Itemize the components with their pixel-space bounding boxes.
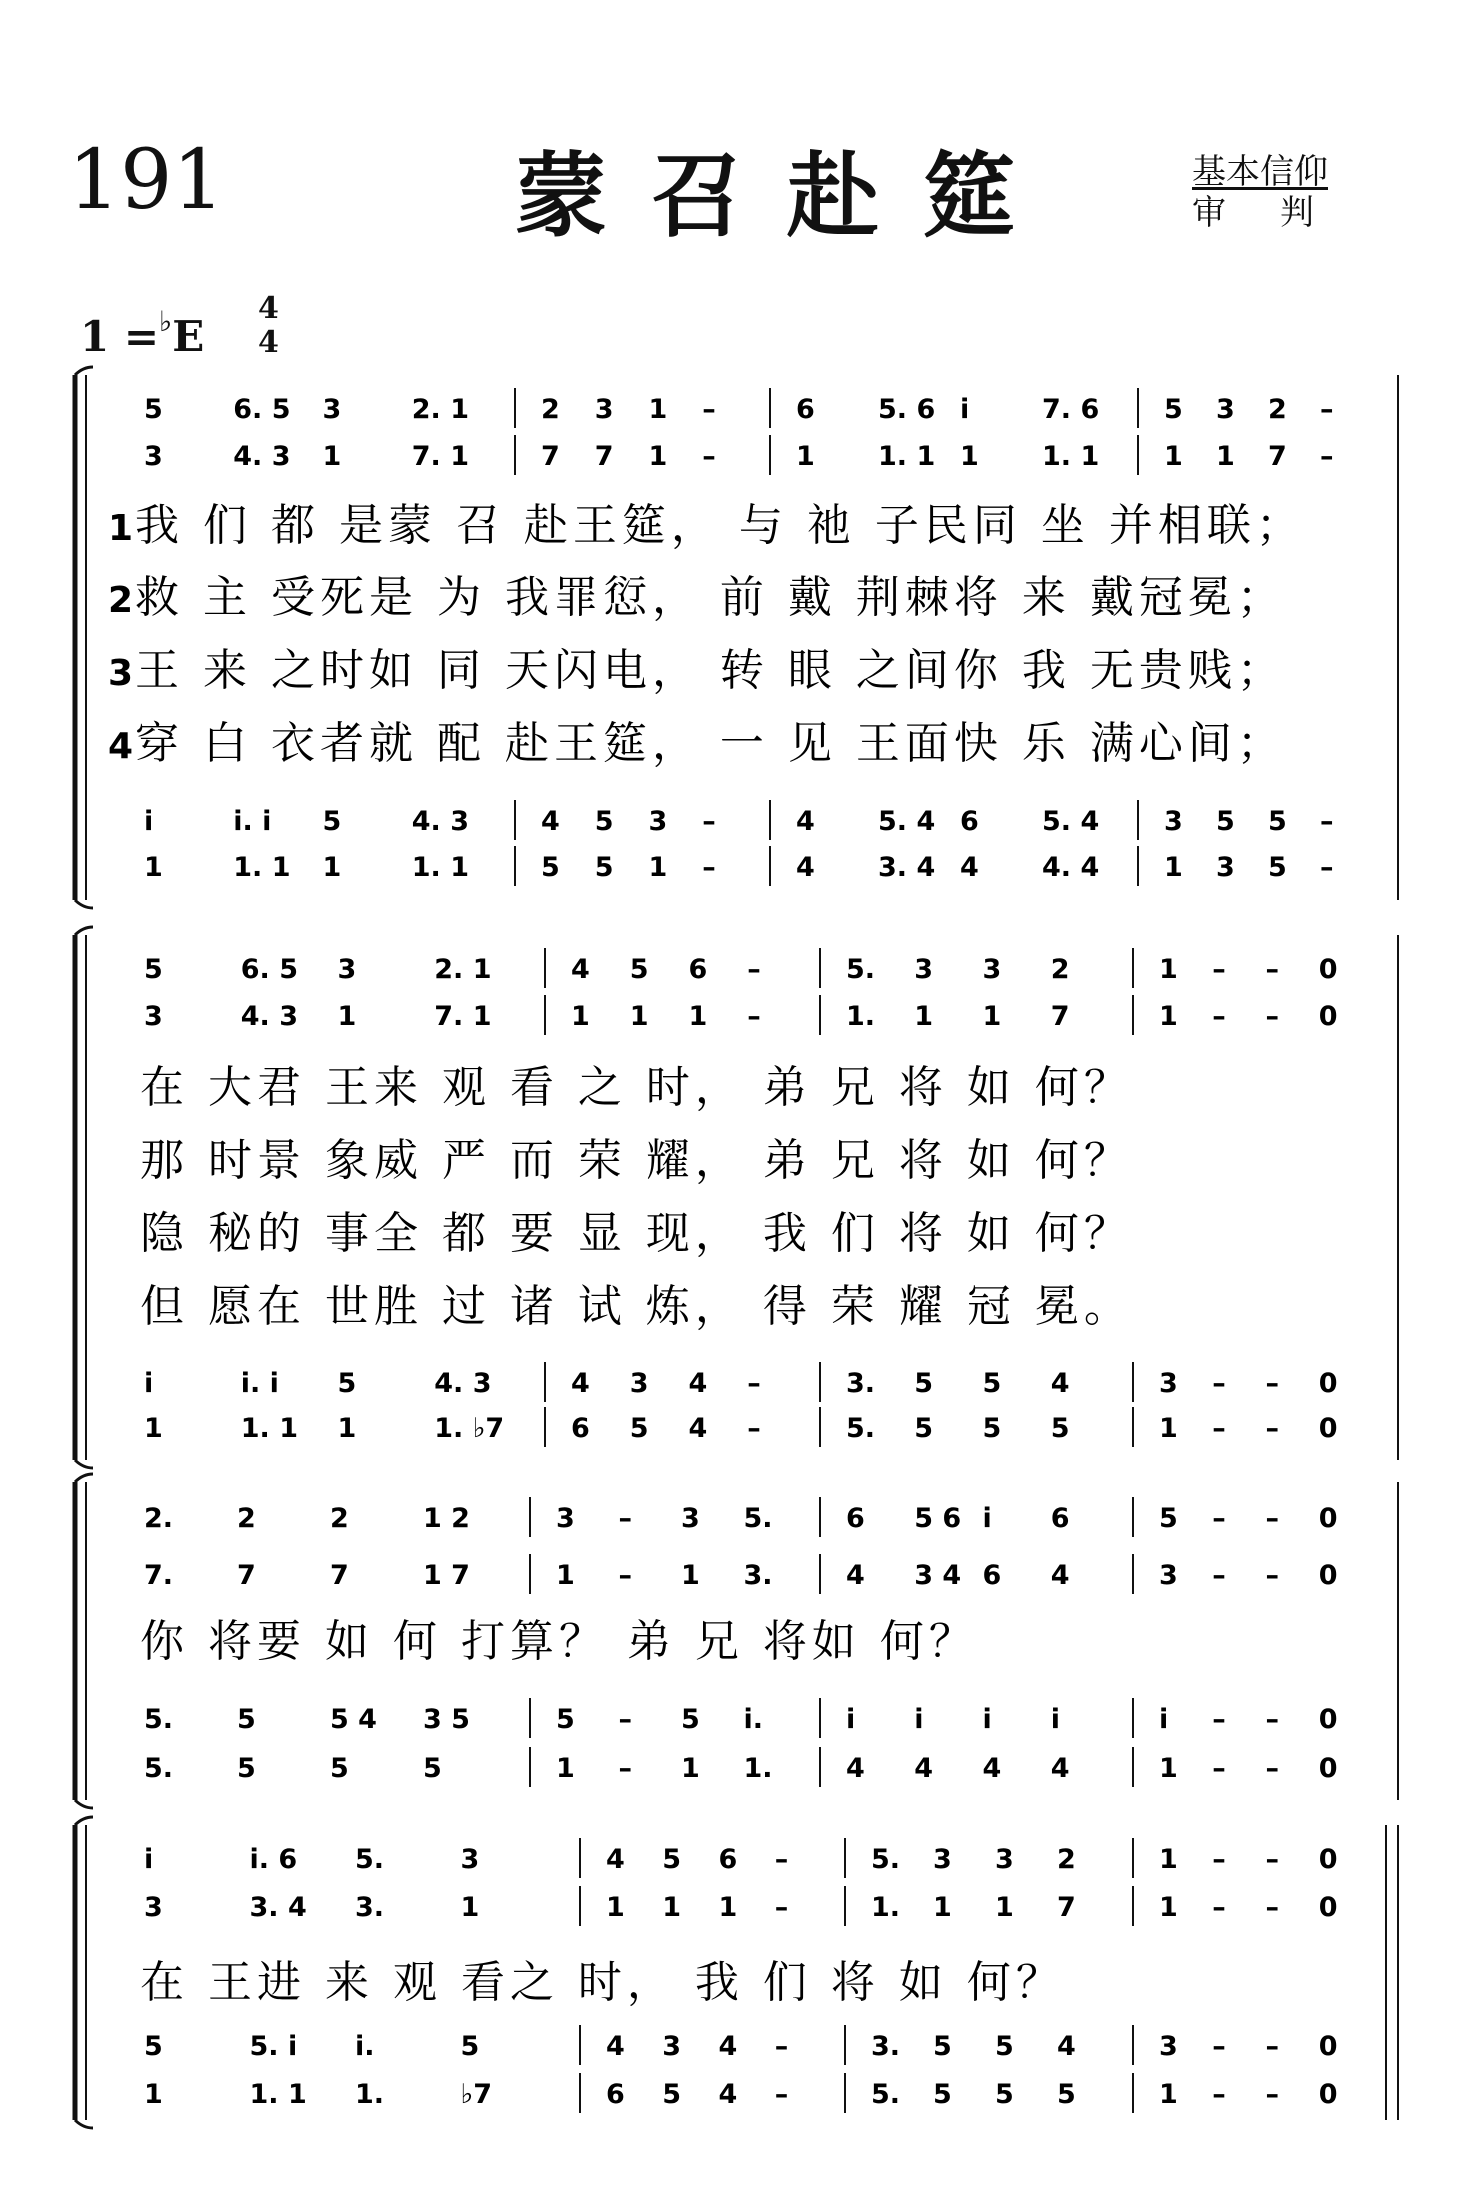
note: 7. [144, 1560, 174, 1591]
hymn-subcategory: 审判 [1192, 193, 1368, 233]
key-note: E [172, 312, 205, 361]
note: – [1212, 1413, 1226, 1444]
note: – [1265, 1503, 1279, 1534]
note: 3. 4 [249, 1892, 307, 1923]
note: 4 [688, 1368, 708, 1399]
note: 4 [541, 806, 560, 837]
verse-number: 3 [108, 653, 134, 694]
note: 7. 1 [411, 441, 469, 472]
note: 1 [322, 852, 342, 883]
note: 1 [648, 441, 668, 472]
note: 5. [871, 1844, 901, 1875]
note: 5 [914, 1413, 934, 1444]
note: 1 [1164, 441, 1183, 472]
note: 4 [606, 2031, 625, 2062]
note: 4. 4 [1042, 852, 1100, 883]
note: – [618, 1753, 632, 1784]
note: i. i [233, 806, 272, 837]
note: 6 [688, 954, 708, 985]
note: 3 4 [914, 1560, 962, 1591]
hymn-number: 191 [68, 133, 225, 228]
note: i [1050, 1704, 1061, 1735]
note: – [618, 1503, 632, 1534]
hymn-title: 蒙召赴筵 [515, 142, 1060, 250]
brace-bottom [75, 1460, 93, 1468]
note: 1 [960, 441, 979, 472]
note: – [1212, 954, 1226, 985]
note: – [1212, 1001, 1226, 1032]
note: 5 [662, 2079, 682, 2110]
note: 3. [355, 1892, 385, 1923]
note: 3 [594, 394, 614, 425]
note: 3 [144, 441, 163, 472]
note: i [914, 1704, 924, 1735]
note: 2 [330, 1503, 349, 1534]
note: 1 [1159, 1001, 1178, 1032]
lyric-line: 王 来 之时如 同 天闪电， 转 眼 之间你 我 无贵贱； [135, 645, 1286, 696]
lyric-line: 在 王进 来 观 看之 时， 我 们 将 如 何？ [140, 1957, 1065, 2008]
note: 1 [681, 1560, 700, 1591]
note: 1 [1164, 852, 1183, 883]
note: 0 [1318, 1413, 1338, 1444]
note: 1 [144, 1413, 163, 1444]
note: 4 [571, 1368, 590, 1399]
note: – [1320, 394, 1334, 425]
note: – [774, 1844, 789, 1875]
note: – [1212, 1844, 1226, 1875]
note: 5 [144, 954, 163, 985]
note: 5. [846, 954, 876, 985]
note: 0 [1318, 2031, 1338, 2062]
note: 5 [629, 954, 649, 985]
note: 5. [871, 2079, 901, 2110]
brace-bottom [75, 1800, 93, 1808]
note: 1 [322, 441, 342, 472]
note: 0 [1318, 1001, 1338, 1032]
note: i. [355, 2031, 375, 2062]
lyric-line: 隐 秘的 事全 都 要 显 现， 我 们 将 如 何？ [140, 1208, 1133, 1259]
note: – [618, 1704, 632, 1735]
note: – [774, 2031, 789, 2062]
note: 6 [718, 1844, 738, 1875]
note: 0 [1318, 1892, 1338, 1923]
note: 5 [1268, 806, 1287, 837]
lyric-line: 我 们 都 是蒙 召 赴王筵， 与 祂 子民同 坐 并相联； [135, 500, 1305, 551]
note: 4. 3 [233, 441, 291, 472]
note: – [1212, 2031, 1226, 2062]
note: 1. 1 [1042, 441, 1100, 472]
note: – [1212, 1892, 1226, 1923]
note: 1 [337, 1413, 357, 1444]
note: 7 [1050, 1001, 1070, 1032]
note: – [747, 1001, 761, 1032]
hymn-category: 基本信仰 [1192, 152, 1328, 192]
lyric-line: 救 主 受死是 为 我罪愆， 前 戴 荆棘将 来 戴冠冕； [135, 572, 1286, 623]
note: 1. ♭7 [434, 1413, 505, 1444]
note: i [960, 394, 970, 425]
note: – [1265, 1001, 1279, 1032]
note: 5 [460, 2031, 480, 2062]
note: 1. [871, 1892, 901, 1923]
note: 0 [1318, 954, 1338, 985]
note: 3. [871, 2031, 901, 2062]
note: 2 [1057, 1844, 1076, 1875]
note: 5 [541, 852, 560, 883]
verse-number: 4 [108, 726, 134, 767]
note: 1 [648, 852, 668, 883]
note: – [1212, 1753, 1226, 1784]
note: 5 [556, 1704, 575, 1735]
note: 1 [1159, 1413, 1178, 1444]
note: 1 [662, 1892, 682, 1923]
note: 3 [1159, 2031, 1178, 2062]
flat-sign: ♭ [159, 305, 173, 338]
note: 5. 4 [1042, 806, 1100, 837]
lyric-line: 那 时景 象威 严 而 荣 耀， 弟 兄 将 如 何？ [140, 1135, 1133, 1186]
note: 1 [144, 852, 163, 883]
note: 1 [681, 1753, 700, 1784]
note: – [1212, 1704, 1226, 1735]
note: 2 [1050, 954, 1070, 985]
lyric-line: 穿 白 衣者就 配 赴王筵， 一 见 王面快 乐 满心间； [135, 718, 1286, 769]
note: 3 [337, 954, 357, 985]
note: 4 [606, 1844, 625, 1875]
note: i [982, 1503, 992, 1534]
note: 1 [571, 1001, 590, 1032]
note: 4. 3 [434, 1368, 492, 1399]
note: 5 [914, 1368, 934, 1399]
note: 5. 4 [878, 806, 936, 837]
note: 1 [1159, 2079, 1178, 2110]
note: – [618, 1560, 632, 1591]
note: 6 [982, 1560, 1002, 1591]
note: 2. [144, 1503, 174, 1534]
note: 1. [743, 1753, 773, 1784]
note: – [1320, 441, 1334, 472]
note: 5 [594, 806, 614, 837]
note: 3 [144, 1001, 163, 1032]
note: 7 [1268, 441, 1287, 472]
note: 0 [1318, 1560, 1338, 1591]
note: – [702, 852, 716, 883]
note: 1 [337, 1001, 357, 1032]
note: 1 7 [423, 1560, 470, 1591]
note: 5 [629, 1413, 649, 1444]
note: 0 [1318, 1368, 1338, 1399]
note: 4 [846, 1753, 865, 1784]
note: 7. 6 [1042, 394, 1100, 425]
note: 1 [688, 1001, 708, 1032]
verse-number: 1 [108, 508, 134, 549]
note: 1 [796, 441, 815, 472]
note: 3 [933, 1844, 952, 1875]
note: 5 [995, 2031, 1014, 2062]
note: 1. 1 [411, 852, 469, 883]
note: 3 [648, 806, 668, 837]
note: 3 [144, 1892, 163, 1923]
verse-number: 2 [108, 580, 134, 621]
note: i [144, 806, 154, 837]
brace-top [75, 367, 93, 375]
note: 1 [933, 1892, 952, 1923]
note: 5 [237, 1753, 256, 1784]
note: 5 [1057, 2079, 1076, 2110]
note: 4 [1050, 1560, 1070, 1591]
note: 5 [237, 1704, 256, 1735]
lyric-line: 但 愿在 世胜 过 诸 试 炼， 得 荣 耀 冠 冕。 [140, 1281, 1133, 1332]
note: 0 [1318, 1844, 1338, 1875]
note: 4 [688, 1413, 708, 1444]
note: 1 [982, 1001, 1002, 1032]
note: ♭7 [460, 2079, 493, 2110]
note: 3 5 [423, 1704, 470, 1735]
note: 1 [914, 1001, 934, 1032]
note: 3 [322, 394, 342, 425]
note: i. i [240, 1368, 279, 1399]
note: 5 [662, 1844, 682, 1875]
note: 4. 3 [411, 806, 469, 837]
note: i [144, 1844, 154, 1875]
note: 1 [556, 1753, 575, 1784]
note: 3 [662, 2031, 682, 2062]
note: 5 [982, 1368, 1002, 1399]
brace-top [75, 927, 93, 935]
note: 3 [1159, 1560, 1178, 1591]
note: 4 [1050, 1368, 1070, 1399]
note: 5. [144, 1753, 174, 1784]
note: 1 [995, 1892, 1014, 1923]
note: – [1265, 1560, 1279, 1591]
note: 5. [144, 1704, 174, 1735]
key-prefix: 1 = [80, 312, 160, 361]
note: 5. [743, 1503, 773, 1534]
note: i [1159, 1704, 1169, 1735]
note: 3 [629, 1368, 649, 1399]
note: 1 [648, 394, 668, 425]
note: 7 [237, 1560, 256, 1591]
brace-top [75, 1817, 93, 1825]
note: – [702, 441, 716, 472]
lyric-line: 在 大君 王来 观 看 之 时， 弟 兄 将 如 何？ [140, 1062, 1133, 1113]
note: 5 [330, 1753, 349, 1784]
note: 1. 1 [240, 1413, 298, 1444]
note: 1. [846, 1001, 876, 1032]
note: 5 [1164, 394, 1183, 425]
note: – [1212, 1368, 1226, 1399]
note: 3 [460, 1844, 480, 1875]
note: – [1265, 1892, 1279, 1923]
note: – [1212, 1560, 1226, 1591]
note: – [747, 1413, 761, 1444]
note: – [1265, 1413, 1279, 1444]
note: 3 [914, 954, 934, 985]
note: 5 [1268, 852, 1287, 883]
note: 5 [1159, 1503, 1178, 1534]
note: 1. 1 [249, 2079, 307, 2110]
note: – [774, 2079, 789, 2110]
note: 1. 1 [878, 441, 936, 472]
note: 3 [1164, 806, 1183, 837]
note: – [1265, 1844, 1279, 1875]
note: i. 6 [249, 1844, 298, 1875]
note: 3 [556, 1503, 575, 1534]
note: 5 [423, 1753, 442, 1784]
note: 5 [681, 1704, 700, 1735]
note: 3 [1216, 394, 1235, 425]
note: 6 [960, 806, 979, 837]
note: 1. [355, 2079, 385, 2110]
note: – [1265, 1704, 1279, 1735]
note: 0 [1318, 1503, 1338, 1534]
note: 2. 1 [434, 954, 492, 985]
note: 0 [1318, 1704, 1338, 1735]
note: 4 [1057, 2031, 1076, 2062]
note: – [1265, 2079, 1279, 2110]
note: – [1265, 954, 1279, 985]
brace-top [75, 1474, 93, 1482]
note: 0 [1318, 2079, 1338, 2110]
note: 1 [1216, 441, 1235, 472]
note: 1 2 [423, 1503, 470, 1534]
note: 1 [718, 1892, 738, 1923]
note: 4 [1050, 1753, 1070, 1784]
note: 7 [594, 441, 614, 472]
note: 3 [982, 954, 1002, 985]
note: – [702, 806, 716, 837]
note: 5 [1216, 806, 1235, 837]
note: 1 [629, 1001, 649, 1032]
note: 3. 4 [878, 852, 936, 883]
lyric-line: 你 将要 如 何 打算？ 弟 兄 将如 何？ [140, 1616, 978, 1667]
note: 5 [144, 2031, 163, 2062]
note: 2. 1 [411, 394, 469, 425]
note: 2 [237, 1503, 256, 1534]
note: – [774, 1892, 789, 1923]
note: i. [743, 1704, 764, 1735]
note: 4 [571, 954, 590, 985]
note: 5 4 [330, 1704, 377, 1735]
note: 5 [594, 852, 614, 883]
note: – [747, 954, 761, 985]
note: 6 [846, 1503, 865, 1534]
note: 5 [982, 1413, 1002, 1444]
note: 0 [1318, 1753, 1338, 1784]
note: 1 [144, 2079, 163, 2110]
note: 4 [796, 806, 815, 837]
note: 3. [743, 1560, 773, 1591]
note: 5 [995, 2079, 1014, 2110]
note: 2 [541, 394, 560, 425]
note: 5. [846, 1413, 876, 1444]
note: i [846, 1704, 856, 1735]
note: 6. 5 [233, 394, 291, 425]
note: 5 [933, 2079, 952, 2110]
note: – [1265, 1368, 1279, 1399]
note: 4 [718, 2079, 738, 2110]
note: – [1212, 1503, 1226, 1534]
note: 5 [337, 1368, 357, 1399]
note: 1 [460, 1892, 480, 1923]
note: 6 [796, 394, 815, 425]
note: – [1265, 1753, 1279, 1784]
note: 1 [1159, 1753, 1178, 1784]
note: 5 6 [914, 1503, 962, 1534]
note: 4 [796, 852, 815, 883]
note: 1 [1159, 954, 1178, 985]
note: 1 [606, 1892, 625, 1923]
note: – [1265, 2031, 1279, 2062]
note: 4 [914, 1753, 934, 1784]
note: 3. [846, 1368, 876, 1399]
brace-bottom [75, 2120, 93, 2128]
note: 1. 1 [233, 852, 291, 883]
note: 6. 5 [240, 954, 298, 985]
note: – [1212, 2079, 1226, 2110]
note: i [144, 1368, 154, 1399]
note: – [1320, 806, 1334, 837]
note: 6 [571, 1413, 590, 1444]
note: 3 [995, 1844, 1014, 1875]
note: 1 [1159, 1892, 1178, 1923]
note: 3 [1216, 852, 1235, 883]
note: 1 [1159, 1844, 1178, 1875]
note: 7 [541, 441, 560, 472]
note: – [747, 1368, 761, 1399]
note: – [1320, 852, 1334, 883]
note: 3 [681, 1503, 700, 1534]
note: 4. 3 [240, 1001, 298, 1032]
note: 7 [1057, 1892, 1076, 1923]
note: 7 [330, 1560, 349, 1591]
note: 2 [1268, 394, 1287, 425]
note: – [702, 394, 716, 425]
time-signature-top: 4 [258, 291, 279, 326]
note: 3 [1159, 1368, 1178, 1399]
note: 5. 6 [878, 394, 936, 425]
note: 5 [322, 806, 342, 837]
note: 5. i [249, 2031, 298, 2062]
note: 5. [355, 1844, 385, 1875]
note: 5 [933, 2031, 952, 2062]
note: 5 [1050, 1413, 1070, 1444]
note: i [982, 1704, 992, 1735]
note: 6 [606, 2079, 625, 2110]
brace-bottom [75, 900, 93, 908]
note: 4 [718, 2031, 738, 2062]
note: 4 [982, 1753, 1002, 1784]
note: 7. 1 [434, 1001, 492, 1032]
note: 1 [556, 1560, 575, 1591]
note: 4 [846, 1560, 865, 1591]
time-signature-bottom: 4 [258, 325, 279, 360]
note: 6 [1050, 1503, 1070, 1534]
note: 5 [144, 394, 163, 425]
note: 4 [960, 852, 979, 883]
